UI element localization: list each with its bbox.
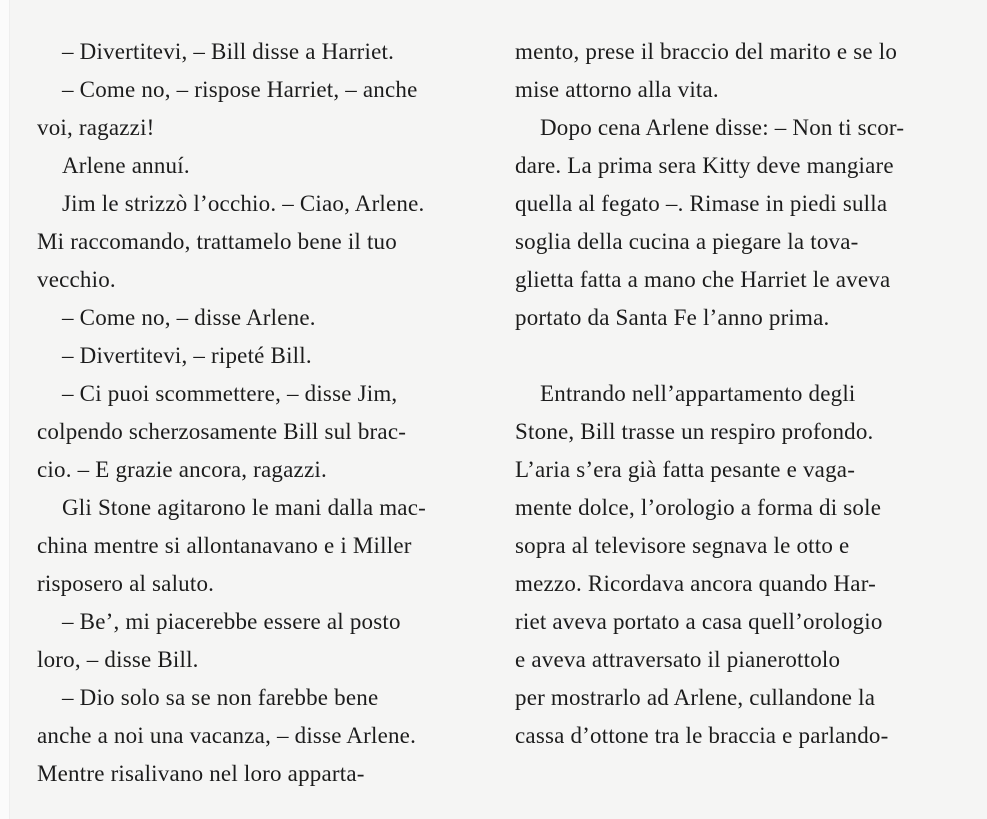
text-line: riet aveva portato a casa quell’orologio xyxy=(515,609,883,634)
text-line: – Come no, – disse Arlene. xyxy=(62,305,316,330)
text-line: loro, – disse Bill. xyxy=(37,647,199,672)
text-line: risposero al saluto. xyxy=(37,571,215,596)
text-line: mise attorno alla vita. xyxy=(515,77,719,102)
text-line: cio. – E grazie ancora, ragazzi. xyxy=(37,457,327,482)
text-line: china mentre si allontanavano e i Miller xyxy=(37,533,412,558)
window-edge-strip xyxy=(0,0,10,819)
text-line: dare. La prima sera Kitty deve mangiare xyxy=(515,153,894,178)
text-line: – Be’, mi piacerebbe essere al posto xyxy=(62,609,401,634)
text-line: cassa d’ottone tra le braccia e parlando- xyxy=(515,723,889,748)
text-line: voi, ragazzi! xyxy=(37,115,155,140)
text-line: portato da Santa Fe l’anno prima. xyxy=(515,305,830,330)
text-line: anche a noi una vacanza, – disse Arlene. xyxy=(37,723,417,748)
text-line: mente dolce, l’orologio a forma di sole xyxy=(515,495,882,520)
text-line: – Dio solo sa se non farebbe bene xyxy=(62,685,379,710)
text-line: glietta fatta a mano che Harriet le aveva xyxy=(515,267,891,292)
text-line: per mostrarlo ad Arlene, cullandone la xyxy=(515,685,876,710)
text-line: Dopo cena Arlene disse: – Non ti scor- xyxy=(540,115,905,140)
text-line: Entrando nell’appartamento degli xyxy=(540,381,856,406)
text-line: Mentre risalivano nel loro apparta- xyxy=(37,761,365,786)
text-line: Arlene annuí. xyxy=(62,153,190,178)
text-column-left xyxy=(37,33,482,793)
text-line: – Divertitevi, – Bill disse a Harriet. xyxy=(62,39,395,64)
text-line: – Ci puoi scommettere, – disse Jim, xyxy=(62,381,398,406)
text-line: mezzo. Ricordava ancora quando Har- xyxy=(515,571,876,596)
text-line: Jim le strizzò l’occhio. – Ciao, Arlene. xyxy=(62,191,425,216)
text-line: Mi raccomando, trattamelo bene il tuo xyxy=(37,229,397,254)
text-line: mento, prese il braccio del marito e se lo xyxy=(515,39,898,64)
text-line: – Come no, – rispose Harriet, – anche xyxy=(62,77,418,102)
text-line: vecchio. xyxy=(37,267,116,292)
text-line: quella al fegato –. Rimase in piedi sulla xyxy=(515,191,888,216)
text-line: soglia della cucina a piegare la tova- xyxy=(515,229,859,254)
text-line: sopra al televisore segnava le otto e xyxy=(515,533,850,558)
text-line: e aveva attraversato il pianerottolo xyxy=(515,647,841,672)
text-line: Gli Stone agitarono le mani dalla mac- xyxy=(62,495,426,520)
text-column-right xyxy=(515,33,960,755)
text-line: L’aria s’era già fatta pesante e vaga- xyxy=(515,457,856,482)
text-line: colpendo scherzosamente Bill sul brac- xyxy=(37,419,407,444)
text-line: – Divertitevi, – ripeté Bill. xyxy=(62,343,312,368)
text-line: Stone, Bill trasse un respiro profondo. xyxy=(515,419,874,444)
section-break-blank-line xyxy=(515,337,960,375)
